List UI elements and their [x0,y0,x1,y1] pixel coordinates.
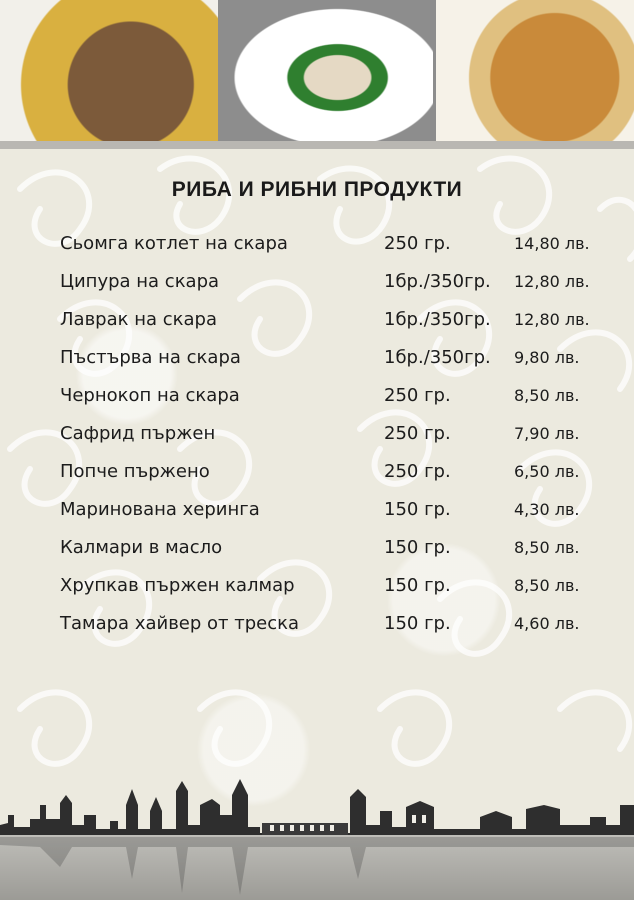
menu-section-title: РИБА И РИБНИ ПРОДУКТИ [171,178,463,201]
item-quantity: 250 гр. [384,422,451,444]
list-item [60,414,620,452]
item-name: Тамара хайвер от треска [60,612,300,634]
item-price: 12,80 лв. [514,309,590,329]
item-quantity: 250 гр. [384,232,451,254]
item-name: Калмари в масло [60,536,223,558]
item-name: Сьомга котлет на скара [60,232,288,254]
item-quantity: 150 гр. [384,574,451,596]
item-price: 12,80 лв. [514,271,590,291]
list-item [60,528,620,566]
item-price: 8,50 лв. [514,385,580,405]
city-skyline-decoration [0,775,634,900]
list-item [60,452,620,490]
photo-divider-band [0,141,634,149]
item-quantity: 1бр./350гр. [384,308,491,330]
list-item [60,566,620,604]
item-price: 4,30 лв. [514,499,580,519]
item-name: Ципура на скара [60,270,220,292]
item-name: Сафрид пържен [60,422,216,444]
list-item [60,490,620,528]
item-price: 6,50 лв. [514,461,580,481]
item-name: Чернокоп на скара [60,384,240,406]
item-quantity: 150 гр. [384,498,451,520]
list-item [60,224,620,262]
item-quantity: 1бр./350гр. [384,346,491,368]
list-item [60,604,620,642]
item-name: Хрупкав пържен калмар [60,574,295,596]
item-name: Лаврак на скара [60,308,217,330]
item-price: 14,80 лв. [514,233,590,253]
item-quantity: 1бр./350гр. [384,270,491,292]
item-quantity: 250 гр. [384,384,451,406]
item-quantity: 150 гр. [384,612,451,634]
list-item [60,262,620,300]
fish-roe-toast-photo [221,0,433,141]
item-quantity: 150 гр. [384,536,451,558]
menu-items-list [60,224,620,642]
list-item [60,300,620,338]
item-quantity: 250 гр. [384,460,451,482]
item-price: 8,50 лв. [514,575,580,595]
item-name: Маринована херинга [60,498,260,520]
item-name: Попче пържено [60,460,210,482]
fried-calamari-photo [436,0,634,141]
list-item [60,338,620,376]
item-name: Пъстърва на скара [60,346,241,368]
photo-strip [0,0,634,141]
item-price: 4,60 лв. [514,613,580,633]
item-price: 8,50 лв. [514,537,580,557]
item-price: 7,90 лв. [514,423,580,443]
list-item [60,376,620,414]
grilled-fish-photo [0,0,218,141]
item-price: 9,80 лв. [514,347,580,367]
